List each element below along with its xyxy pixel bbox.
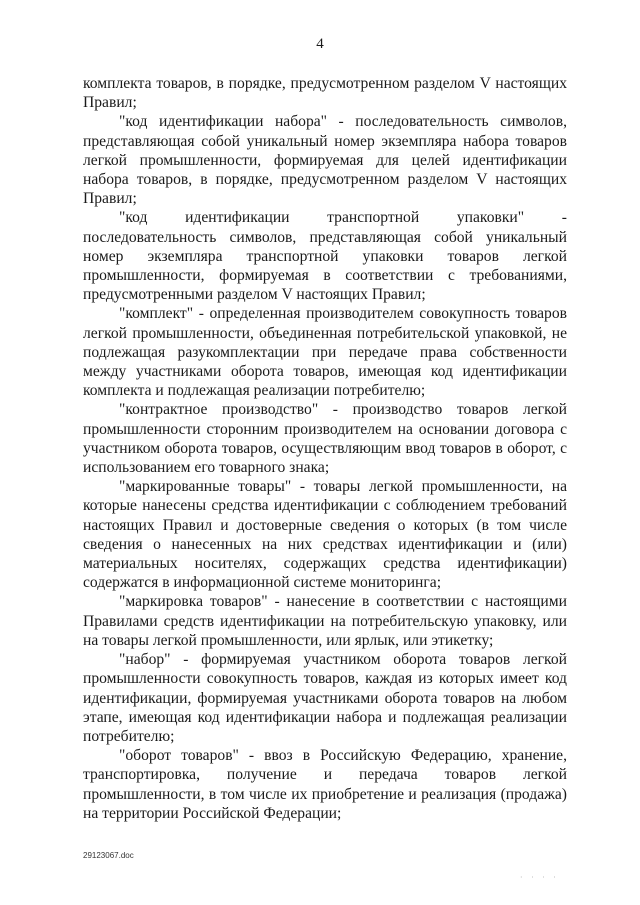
paragraph-definition-transport-package-id-code: "код идентификации транспортной упаковки" - последовательность символов, представляющая собой уникальный номер экземпляра транспортной упаковки товаров легкой промышленности, формируемая в соответствии с требованиями, предусмотренными разделом V настоящих Правил; [83, 209, 567, 304]
paragraph-definition-marked-goods: "маркированные товары" - товары легкой промышленности, на которые нанесены средства идентификации с соблюдением требований настоящих Правил и достоверные сведения о которых (в том числе сведения о нанесенных на них средствах идентификации и (или) материальных носителях, содержащих средства идентификации) содержатся в информационной системе мониторинга; [83, 478, 567, 592]
paragraph-definition-contract-production: "контрактное производство" - производство товаров легкой промышленности сторонним производителем на основании договора с участником оборота товаров, осуществляющим ввод товаров в оборот, с использованием его товарного знака; [83, 401, 567, 477]
document-body [83, 74, 567, 823]
page-number: 4 [316, 36, 324, 52]
paragraph-definition-kit: "комплект" - определенная производителем совокупность товаров легкой промышленности, объединенная потребительской упаковкой, не подлежащая разукомплектации при передаче права собственности между участниками оборота товаров, имеющая код идентификации комплекта и подлежащая реализации потребителю; [83, 305, 567, 400]
paragraph-definition-set-id-code: "код идентификации набора" - последовательность символов, представляющая собой уникальный номер экземпляра набора товаров легкой промышленности, формируемая для целей идентификации набора товаров, в порядке, предусмотренном разделом V настоящих Правил; [83, 113, 567, 208]
paragraph-definition-goods-marking: "маркировка товаров" - нанесение в соответствии с настоящими Правилами средств идентификации на потребительскую упаковку, или на товары легкой промышленности, или ярлык, или этикетку; [83, 593, 567, 649]
paragraph-continuation: комплекта товаров, в порядке, предусмотренном разделом V настоящих Правил; [83, 75, 567, 112]
paragraph-definition-goods-turnover: "оборот товаров" - ввоз в Российскую Федерацию, хранение, транспортировка, получение и передача товаров легкой промышленности, в том числе их приобретение и реализация (продажа) на территории Российской Федерации; [83, 747, 567, 822]
scan-artifact: · · · · [520, 873, 559, 882]
footer-file-code: 29123067.doc [83, 851, 134, 860]
paragraph-definition-set: "набор" - формируемая участником оборота товаров легкой промышленности совокупность товаров, каждая из которых имеет код идентификации, формируемая участниками оборота товаров на любом этапе, имеющая код идентификации набора и подлежащая реализации потребителю; [83, 651, 567, 745]
